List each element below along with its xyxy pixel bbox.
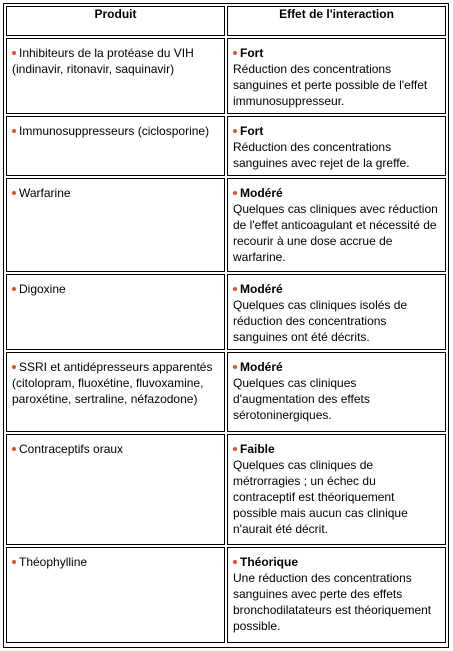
- product-cell: [6, 547, 225, 643]
- effect-cell: [227, 547, 446, 643]
- table-row: [6, 434, 446, 545]
- product-name: Warfarine: [19, 186, 71, 200]
- interaction-level: Modéré: [240, 282, 283, 296]
- product-name: Immunosuppresseurs (ciclosporine): [19, 124, 210, 138]
- bullet-icon: [233, 560, 237, 564]
- interaction-level: Faible: [240, 442, 275, 456]
- interaction-description: Quelques cas cliniques isolés de réduction des concentrations sanguines ont été décrits.: [233, 298, 408, 344]
- product-cell: [6, 352, 225, 432]
- interaction-description: Quelques cas cliniques d'augmentation des effets sérotoninergiques.: [233, 376, 370, 422]
- bullet-icon: [12, 447, 16, 451]
- effect-cell: [227, 178, 446, 272]
- product-name: Théophylline: [19, 555, 88, 569]
- effect-cell: [227, 352, 446, 432]
- interaction-level: Modéré: [240, 360, 283, 374]
- effect-cell: [227, 116, 446, 176]
- interaction-level: Modéré: [240, 186, 283, 200]
- bullet-icon: [12, 560, 16, 564]
- product-name: Inhibiteurs de la protéase du VIH (indinavir, ritonavir, saquinavir): [12, 46, 194, 76]
- header-product: Produit: [6, 6, 225, 36]
- product-cell: [6, 274, 225, 350]
- bullet-icon: [233, 447, 237, 451]
- bullet-icon: [12, 191, 16, 195]
- header-row: [6, 6, 446, 36]
- header-effect: Effet de l'interaction: [227, 6, 446, 36]
- table-row: [6, 116, 446, 176]
- product-name: Contraceptifs oraux: [19, 442, 124, 456]
- bullet-icon: [233, 129, 237, 133]
- bullet-icon: [12, 287, 16, 291]
- table-row: [6, 178, 446, 272]
- table-row: [6, 38, 446, 114]
- product-name: SSRI et antidépresseurs apparentés (citolopram, fluoxétine, fluvoxamine, paroxétine, sertraline, néfazodone): [12, 360, 213, 406]
- bullet-icon: [12, 365, 16, 369]
- interaction-description: Une réduction des concentrations sanguines avec perte des effets bronchodilatateurs est théoriquement possible.: [233, 571, 432, 633]
- product-cell: [6, 38, 225, 114]
- bullet-icon: [12, 129, 16, 133]
- bullet-icon: [12, 51, 16, 55]
- effect-cell: [227, 274, 446, 350]
- interaction-description: Réduction des concentrations sanguines avec rejet de la greffe.: [233, 140, 410, 170]
- interaction-description: Réduction des concentrations sanguines et perte possible de l'effet immunosuppresseur.: [233, 62, 428, 108]
- product-cell: [6, 178, 225, 272]
- table-row: [6, 547, 446, 643]
- interaction-table: [4, 4, 448, 645]
- product-cell: [6, 434, 225, 545]
- effect-cell: [227, 38, 446, 114]
- product-cell: [6, 116, 225, 176]
- bullet-icon: [233, 365, 237, 369]
- table-row: [6, 274, 446, 350]
- table-row: [6, 352, 446, 432]
- interaction-level: Fort: [240, 124, 264, 138]
- interaction-level: Théorique: [240, 555, 299, 569]
- bullet-icon: [233, 51, 237, 55]
- interaction-level: Fort: [240, 46, 264, 60]
- interaction-description: Quelques cas cliniques de métrorragies ; un échec du contraceptif est théoriquement possible mais aucun cas clinique n'aurait été décrit.: [233, 458, 408, 536]
- interaction-table-frame: [3, 3, 449, 648]
- effect-cell: [227, 434, 446, 545]
- interaction-description: Quelques cas cliniques avec réduction de l'effet anticoagulant et nécessité de recourir à une dose accrue de warfarine.: [233, 202, 438, 264]
- bullet-icon: [233, 191, 237, 195]
- bullet-icon: [233, 287, 237, 291]
- product-name: Digoxine: [19, 282, 66, 296]
